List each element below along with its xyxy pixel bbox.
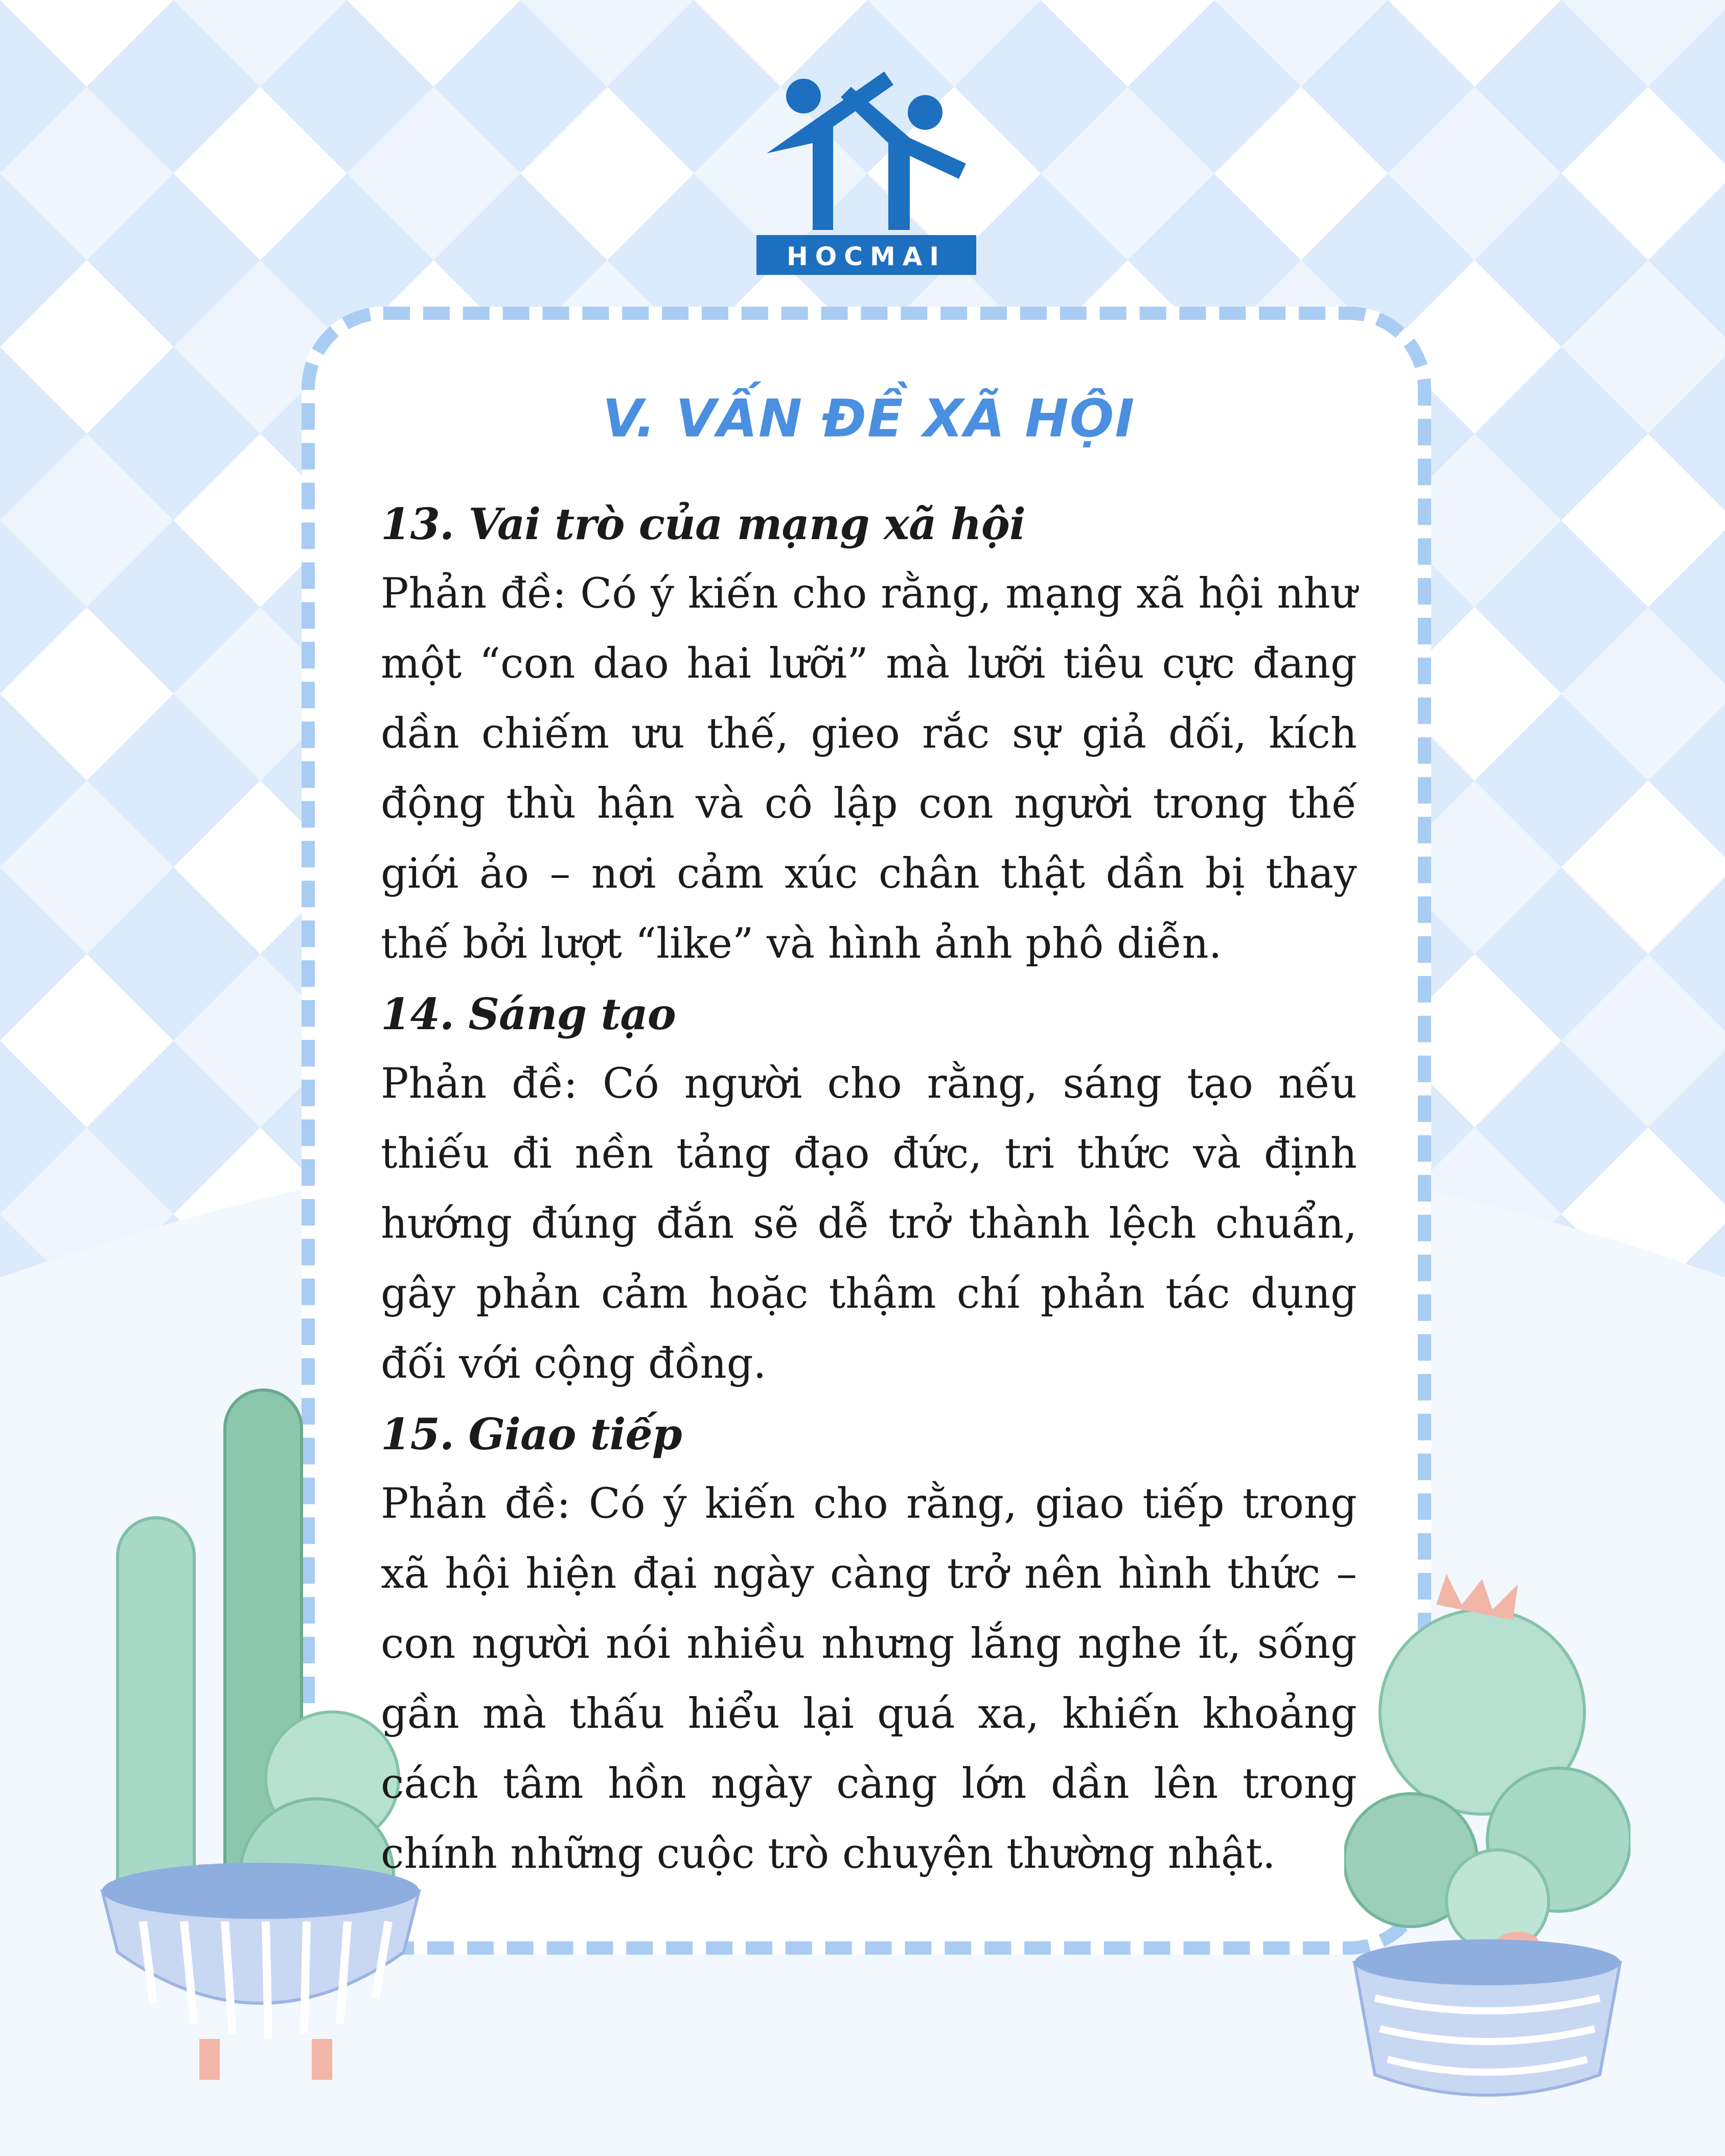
section-heading: 15. Giao tiếp [381, 1409, 682, 1459]
section-heading: 13. Vai trò của mạng xã hội [381, 499, 1025, 549]
section-heading: 14. Sáng tạo [381, 989, 676, 1039]
section-14 [381, 979, 1357, 1399]
cactus-pot-left-icon [97, 1364, 429, 2090]
logo-wordmark: HOCMAI [786, 242, 947, 271]
hocmai-logo [756, 66, 976, 276]
section-13 [381, 489, 1357, 979]
section-15 [381, 1399, 1357, 1889]
page-title: V. VẤN ĐỀ XÃ HỘI [602, 388, 1136, 449]
article-content [381, 388, 1357, 1889]
section-body: Phản đề: Có ý kiến cho rằng, giao tiếp trong xã hội hiện đại ngày càng trở nên hình thức – con người nói nhiều nhưng lắng nghe ít, sống gần mà thấu hiểu lại quá xa, khiến khoảng cách tâm hồn ngày càng lớn dần lên trong chính những cuộc trò chuyện thường nhật. [381, 1480, 1357, 1878]
section-body: Phản đề: Có ý kiến cho rằng, mạng xã hội như một “con dao hai lưỡi” mà lưỡi tiêu cực đang dần chiếm ưu thế, gieo rắc sự giả dối, kích động thù hận và cô lập con người trong thế giới ảo – nơi cảm xúc chân thật dần bị thay thế bởi lượt “like” và hình ảnh phô diễn. [381, 570, 1357, 968]
section-body: Phản đề: Có người cho rằng, sáng tạo nếu thiếu đi nền tảng đạo đức, tri thức và định hướng đúng đắn sẽ dễ trở thành lệch chuẩn, gây phản cảm hoặc thậm chí phản tác dụng đối với cộng đồng. [381, 1060, 1357, 1388]
cactus-pot-right-icon [1344, 1574, 1630, 2116]
